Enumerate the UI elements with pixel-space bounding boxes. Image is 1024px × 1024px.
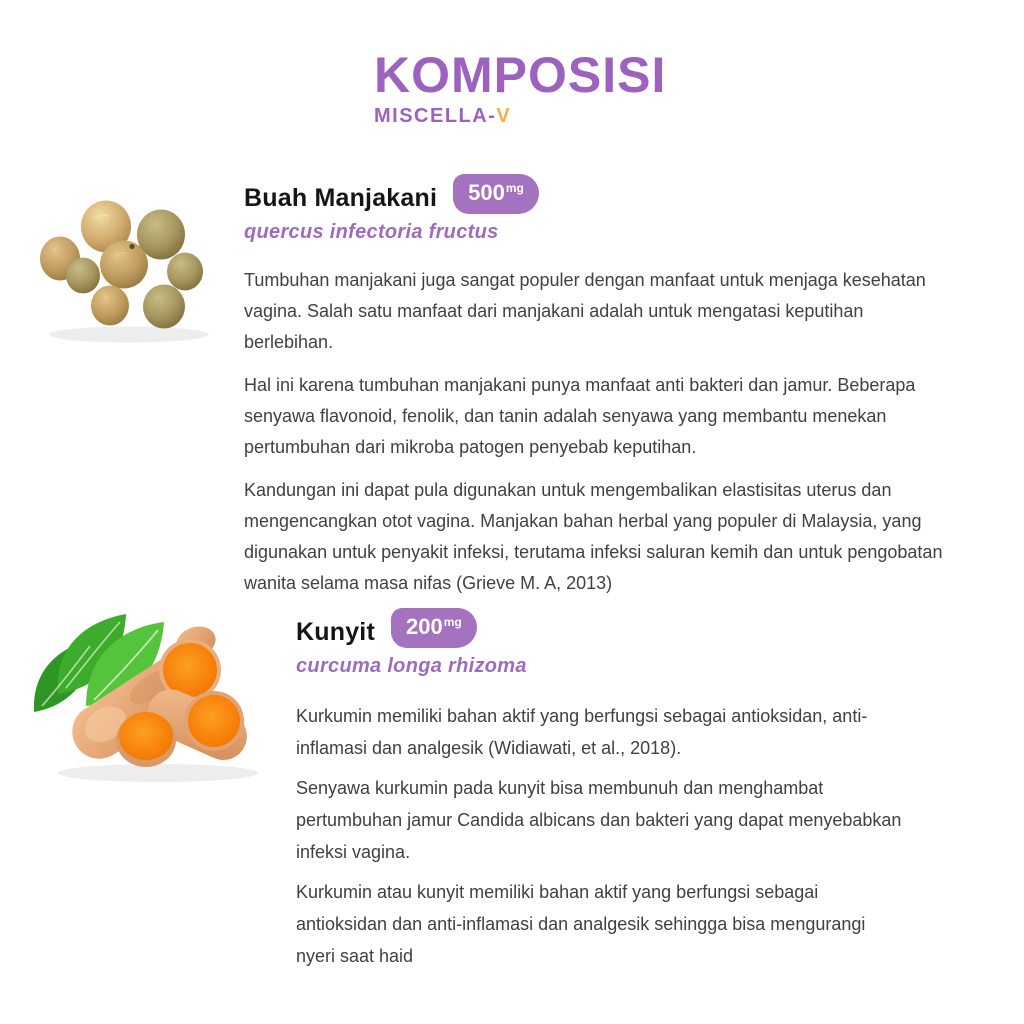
- description-paragraph: Kurkumin atau kunyit memiliki bahan aktif yang berfungsi sebagai antioksidan dan anti-inflamasi dan analgesik sehingga bisa mengurangi nyeri saat haid: [296, 882, 866, 967]
- latin-name: quercus infectoria fructus: [244, 221, 499, 244]
- brand-accent: V: [496, 105, 512, 127]
- description-paragraph: Kandungan ini dapat pula digunakan untuk mengembalikan elastisitas uterus dan mengencangkan otot vagina. Manjakan bahan herbal yang populer di Malaysia, yang digunakan untuk penyakit infeksi, terutama infeksi saluran kemih dan untuk pengobatan wanita selama masa nifas (Grieve M. A, 2013): [244, 480, 943, 594]
- manjakani-photo: [34, 182, 234, 347]
- dose-value: 200: [405, 614, 443, 639]
- brand-name: [374, 105, 666, 128]
- latin-name: curcuma longa rhizoma: [296, 655, 527, 678]
- oak-galls-illustration: [34, 182, 234, 347]
- dose-badge: [391, 608, 477, 648]
- ingredient-header: [296, 608, 902, 648]
- description-paragraph: Senyawa kurkumin pada kunyit bisa membunuh dan menghambat pertumbuhan jamur Candida albicans dan bakteri yang dapat menyebabkan infeksi vagina.: [296, 778, 902, 863]
- page-title: KOMPOSISI: [374, 47, 667, 103]
- dose-unit: mg: [443, 615, 462, 629]
- dose-unit: mg: [505, 181, 524, 195]
- ingredient-name: Buah Manjakani: [244, 184, 438, 212]
- dose-value: 500: [468, 180, 505, 205]
- brand-main: MISCELLA-: [374, 105, 497, 127]
- ingredient-header: [244, 174, 950, 214]
- dose-badge: [453, 174, 539, 214]
- description-paragraph: Tumbuhan manjakani juga sangat populer dengan manfaat untuk menjaga kesehatan vagina. Salah satu manfaat dari manjakani adalah untuk mengatasi keputihan berlebihan.: [244, 270, 926, 353]
- turmeric-photo: [28, 594, 273, 784]
- description-paragraph: Hal ini karena tumbuhan manjakani punya manfaat anti bakteri dan jamur. Beberapa senyawa flavonoid, fenolik, dan tanin adalah senyawa yang membantu menekan pertumbuhan dari mikroba patogen penyebab keputihan.: [244, 375, 916, 458]
- ingredient-name: Kunyit: [296, 618, 375, 646]
- ingredient-section-kunyit: [296, 608, 902, 980]
- description-paragraph: Kurkumin memiliki bahan aktif yang berfungsi sebagai antioksidan, anti-inflamasi dan analgesik (Widiawati, et al., 2018).: [296, 706, 868, 759]
- ingredient-section-manjakani: [244, 174, 950, 611]
- page-header: [374, 47, 667, 128]
- turmeric-illustration: [28, 594, 273, 784]
